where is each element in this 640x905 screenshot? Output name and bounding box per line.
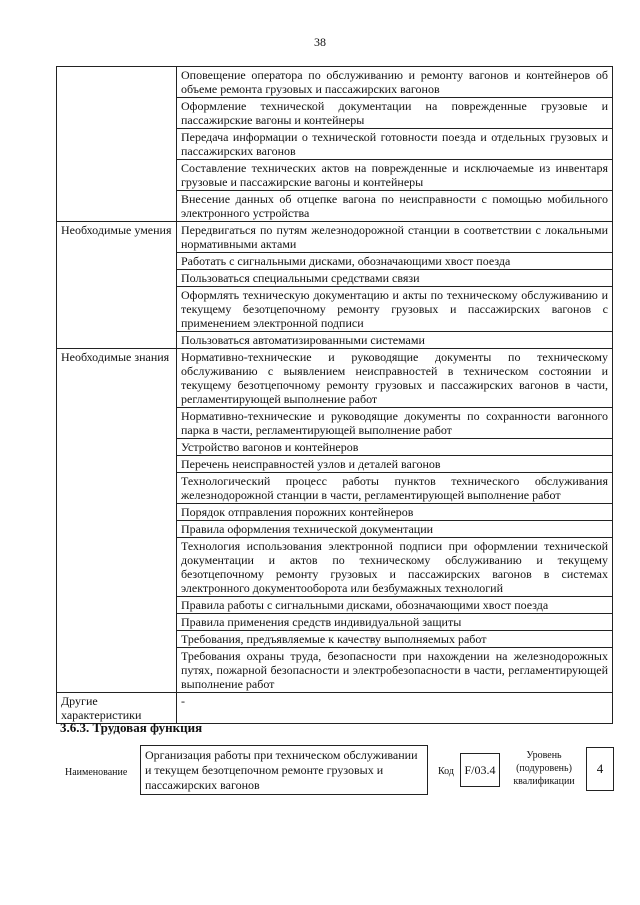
knowledge-item: Правила применения средств индивидуальной защиты [177, 614, 613, 631]
name-label: Наименование [65, 767, 128, 778]
action-item: Оформление технической документации на поврежденные грузовые и пассажирские вагоны и контейнеры [177, 98, 613, 129]
page-number: 38 [314, 35, 326, 49]
skills-label: Необходимые умения [57, 222, 177, 349]
knowledge-label: Необходимые знания [57, 349, 177, 693]
knowledge-item: Нормативно-технические и руководящие документы по техническому обслуживанию с выявлением неисправностей в техническом состоянии и текущему безотцепочному ремонту грузовых и пассажирских вагонов в части, регламентирующей выполнение работ [177, 349, 613, 408]
action-item: Передача информации о технической готовности поезда и отдельных грузовых и пассажирских вагонов [177, 129, 613, 160]
function-name-box: Организация работы при техническом обслуживании и текущем безотцепочном ремонте грузовых и пассажирских вагонов [140, 745, 428, 795]
skill-item: Работать с сигнальными дисками, обозначающими хвост поезда [177, 253, 613, 270]
knowledge-item: Требования охраны труда, безопасности при нахождении на железнодорожных путях, пожарной безопасности и электробезопасности в части, регламентирующей выполнение работ [177, 648, 613, 693]
requirements-table [56, 66, 613, 724]
other-label: Другие характеристики [57, 693, 177, 724]
skill-item: Оформлять техническую документацию и акты по техническому обслуживанию и текущему безотцепочному ремонту грузовых и пассажирских вагонов с применением электронной подписи [177, 287, 613, 332]
knowledge-item: Порядок отправления порожних контейнеров [177, 504, 613, 521]
knowledge-item: Нормативно-технические и руководящие документы по сохранности вагонного парка в части, регламентирующей выполнение работ [177, 408, 613, 439]
action-item: Внесение данных об отцепке вагона по неисправности с помощью мобильного электронного устройства [177, 191, 613, 222]
actions-label-cell [57, 67, 177, 222]
section-heading: 3.6.3. Трудовая функция [60, 720, 203, 735]
action-item: Оповещение оператора по обслуживанию и ремонту вагонов и контейнеров об объеме ремонта грузовых и пассажирских вагонов [177, 67, 613, 98]
action-item: Составление технических актов на поврежденные и исключаемые из инвентаря грузовые и пассажирские вагоны и контейнеры [177, 160, 613, 191]
code-box: F/03.4 [460, 753, 500, 787]
knowledge-item: Требования, предъявляемые к качеству выполняемых работ [177, 631, 613, 648]
level-label: Уровень (подуровень) квалификации [513, 750, 575, 787]
knowledge-item: Правила оформления технической документации [177, 521, 613, 538]
knowledge-item: Технологический процесс работы пунктов технического обслуживания железнодорожной станции в части, регламентирующей выполнение работ [177, 473, 613, 504]
knowledge-item: Устройство вагонов и контейнеров [177, 439, 613, 456]
skill-item: Пользоваться автоматизированными системами [177, 332, 613, 349]
table-row [57, 222, 613, 253]
skill-item: Пользоваться специальными средствами связи [177, 270, 613, 287]
table-row [57, 693, 613, 724]
knowledge-item: Правила работы с сигнальными дисками, обозначающими хвост поезда [177, 597, 613, 614]
level-box: 4 [586, 747, 614, 791]
table-row [57, 67, 613, 98]
skill-item: Передвигаться по путям железнодорожной станции в соответствии с локальными нормативными актами [177, 222, 613, 253]
other-value: - [177, 693, 613, 724]
table-row [57, 349, 613, 408]
labor-function-header [56, 745, 616, 797]
knowledge-item: Технология использования электронной подписи при оформлении технической документации и актов по техническому обслуживанию и текущему безотцепочному ремонту грузовых и пассажирских вагонов в системах электронного документооборота или безбумажных технологий [177, 538, 613, 597]
knowledge-item: Перечень неисправностей узлов и деталей вагонов [177, 456, 613, 473]
code-label: Код [438, 766, 454, 777]
